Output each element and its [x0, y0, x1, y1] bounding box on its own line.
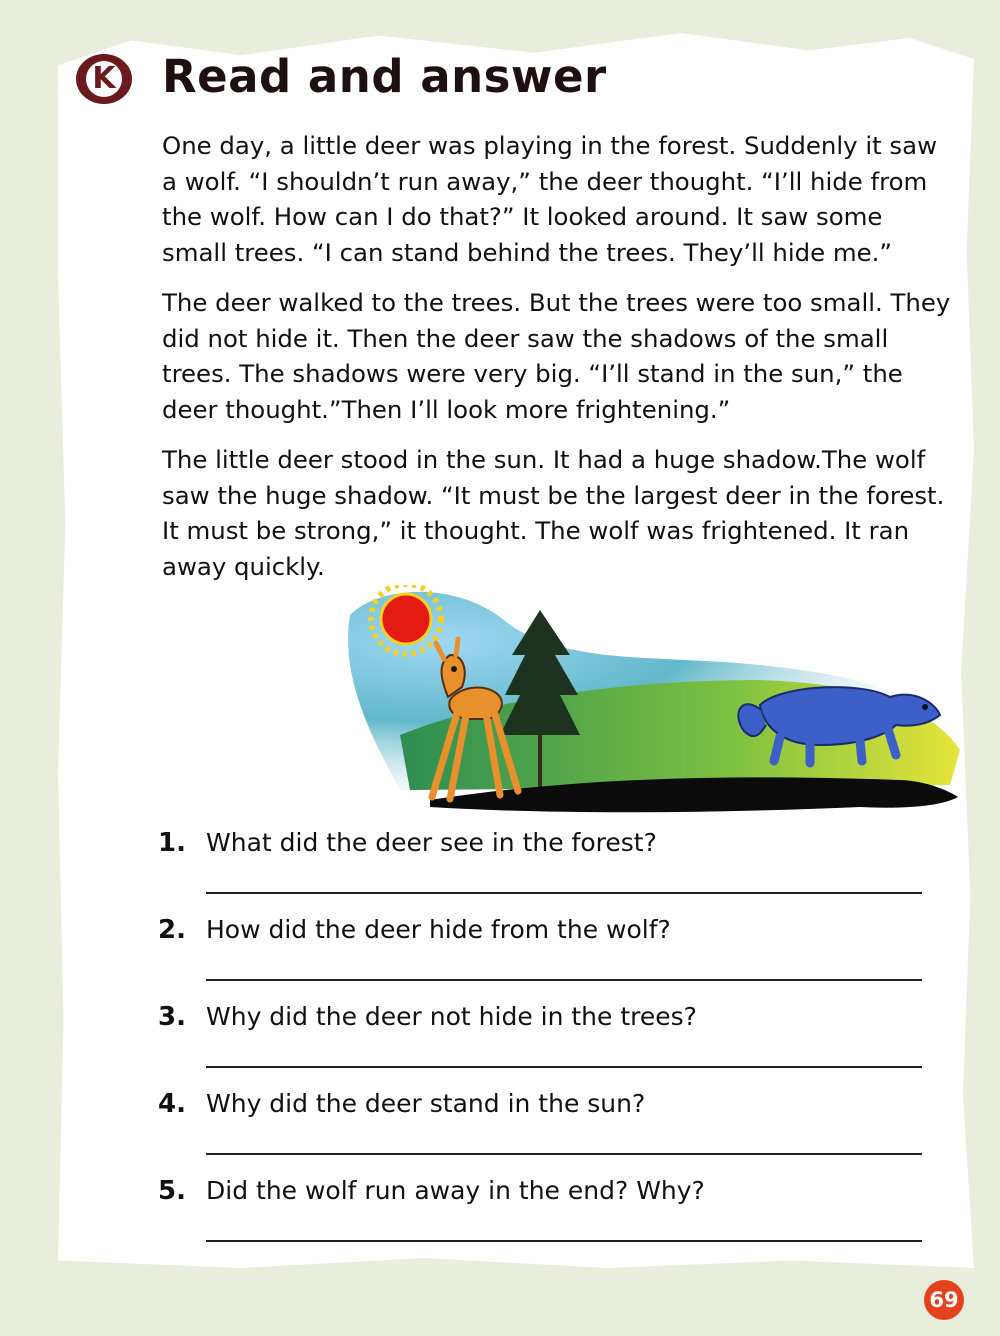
question-number: 4.	[158, 1089, 186, 1119]
question-text: Did the wolf run away in the end? Why?	[206, 1176, 705, 1205]
question-item	[158, 1174, 928, 1261]
story-paragraph-3: The little deer stood in the sun. It had a huge shadow.The wolf saw the huge shadow. “It must be the largest deer in the forest. It must be strong,” it thought. The wolf was frightened. It ran away quickly.	[162, 445, 945, 581]
answer-line-1[interactable]	[206, 892, 922, 894]
question-text: Why did the deer not hide in the trees?	[206, 1002, 697, 1031]
answer-line-4[interactable]	[206, 1153, 922, 1155]
question-number: 5.	[158, 1176, 186, 1206]
question-number: 1.	[158, 828, 186, 858]
story-paragraph-1: One day, a little deer was playing in the forest. Suddenly it saw a wolf. “I shouldn’t run away,” the deer thought. “I’ll hide from the wolf. How can I do that?” It looked around. It saw some small trees. “I can stand behind the trees. They’ll hide me.”	[162, 131, 938, 267]
answer-line-5[interactable]	[206, 1240, 922, 1242]
story-illustration	[340, 585, 970, 815]
page-title: Read and answer	[162, 50, 607, 103]
answer-line-3[interactable]	[206, 1066, 922, 1068]
story-text	[162, 128, 952, 599]
question-item	[158, 1087, 928, 1174]
story-paragraph-2: The deer walked to the trees. But the trees were too small. They did not hide it. Then the deer saw the shadows of the small trees. The shadows were very big. “I’ll stand in the sun,” the deer thought.”Then I’ll look more frightening.”	[162, 288, 951, 424]
question-text: How did the deer hide from the wolf?	[206, 915, 671, 944]
page-number-badge: 69	[924, 1280, 964, 1320]
question-item	[158, 1000, 928, 1087]
answer-line-2[interactable]	[206, 979, 922, 981]
question-number: 2.	[158, 915, 186, 945]
question-text: Why did the deer stand in the sun?	[206, 1089, 646, 1118]
question-list	[158, 826, 928, 1261]
question-text: What did the deer see in the forest?	[206, 828, 657, 857]
question-item	[158, 913, 928, 1000]
section-badge	[76, 54, 132, 104]
sun-icon	[371, 585, 441, 654]
question-item	[158, 826, 928, 913]
section-badge-letter: K	[86, 61, 122, 97]
question-number: 3.	[158, 1002, 186, 1032]
